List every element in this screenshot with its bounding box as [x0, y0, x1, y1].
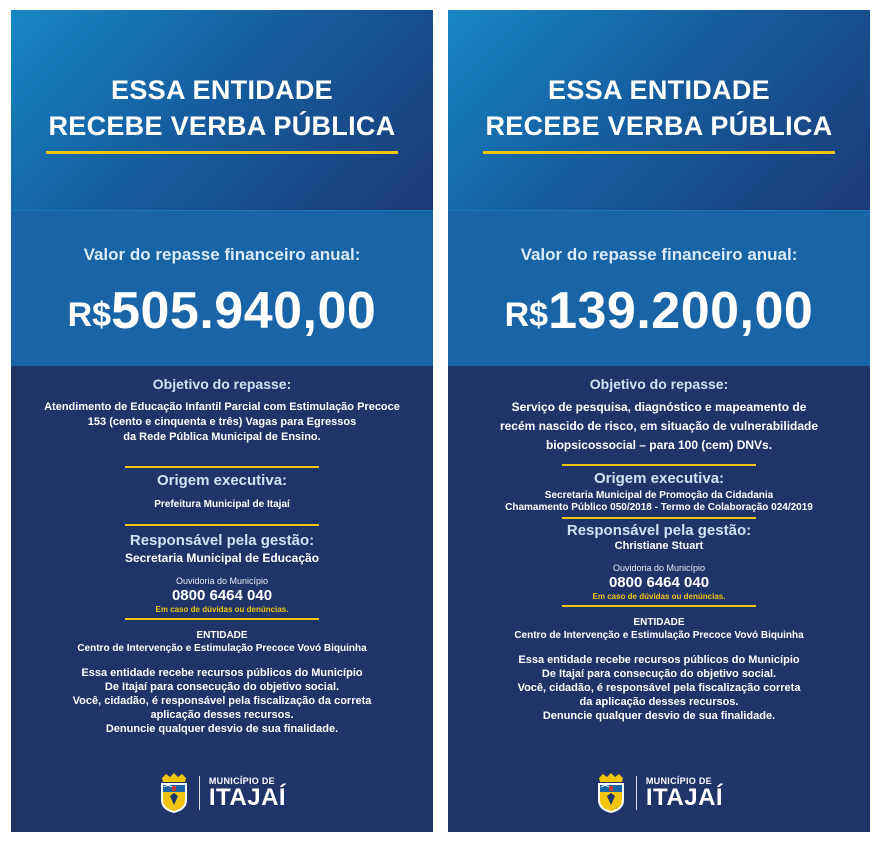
objective-text: [458, 398, 860, 455]
notice-line: De Itajaí para consecução do objetivo social.: [104, 681, 340, 693]
divider: [125, 618, 319, 620]
value-label: Valor do repasse financeiro anual:: [83, 245, 361, 264]
currency-symbol: R$: [504, 296, 549, 334]
origin-line: Secretaria Municipal de Promoção da Cidadania: [544, 490, 774, 501]
poster-title-line2: RECEBE VERBA PÚBLICA: [485, 111, 833, 141]
notice-line: Essa entidade recebe recursos públicos do Município: [81, 667, 363, 679]
amount-number: 505.940,00: [111, 282, 377, 340]
divider: [125, 466, 319, 468]
poster-title-line1: ESSA ENTIDADE: [111, 75, 333, 105]
phone-note: Em caso de dúvidas ou denúncias.: [592, 592, 726, 601]
notice-line: aplicação desses recursos.: [150, 709, 294, 721]
logo-text: [646, 776, 723, 810]
notice-line: Você, cidadão, é responsável pela fiscalização correta: [517, 682, 801, 694]
municipality-logo: [11, 772, 433, 814]
origin-line: Prefeitura Municipal de Itajaí: [154, 499, 290, 510]
divider: [562, 517, 756, 519]
notice-line: da aplicação desses recursos.: [579, 696, 739, 708]
ombudsman-label: Ouvidoria do Município: [612, 563, 706, 573]
title-underline: [483, 151, 835, 154]
logo-top-text: MUNICÍPIO DE: [208, 776, 275, 786]
value-band: [11, 210, 433, 366]
title-underline: [46, 151, 398, 154]
objective-line: da Rede Pública Municipal de Ensino.: [123, 431, 321, 443]
manager-name: Christiane Stuart: [614, 540, 704, 552]
poster-title-line2: RECEBE VERBA PÚBLICA: [48, 111, 396, 141]
logo-top-text: MUNICÍPIO DE: [645, 776, 712, 786]
currency-symbol: R$: [67, 296, 112, 334]
notice-line: De Itajaí para consecução do objetivo social.: [541, 668, 777, 680]
amount-number: 139.200,00: [548, 282, 814, 340]
phone-number: 0800 6464 040: [171, 587, 273, 604]
phone-number: 0800 6464 040: [608, 574, 710, 591]
divider: [562, 605, 756, 607]
poster-header: [448, 10, 870, 210]
entity-name: Centro de Intervenção e Estimulação Precoce Vovó Biquinha: [77, 643, 367, 654]
value-amount: [11, 265, 433, 341]
value-band: [448, 210, 870, 366]
origin-line: Chamamento Público 050/2018 - Termo de Colaboração 024/2019: [505, 502, 813, 513]
coat-of-arms-icon: [158, 772, 190, 814]
poster-right: [448, 10, 870, 832]
divider: [125, 524, 319, 526]
logo-separator: [636, 776, 637, 810]
manager-name: Secretaria Municipal de Educação: [124, 551, 320, 565]
origin-title: Origem executiva:: [156, 472, 288, 489]
logo-text: [209, 776, 286, 810]
poster-title-line1: ESSA ENTIDADE: [548, 75, 770, 105]
notice-line: Denuncie qualquer desvio de sua finalidade.: [105, 723, 339, 735]
municipality-logo: [448, 772, 870, 814]
notice-line: Você, cidadão, é responsável pela fiscalização da correta: [72, 695, 372, 707]
objective-line: recém nascido de risco, em situação de vulnerabilidade: [499, 419, 819, 433]
logo-city-name: ITAJAÍ: [645, 784, 724, 811]
value-amount: [448, 265, 870, 341]
ombudsman-label: Ouvidoria do Município: [175, 576, 269, 586]
phone-note: Em caso de dúvidas ou denúncias.: [155, 605, 289, 614]
logo-separator: [199, 776, 200, 810]
entity-label: ENTIDADE: [633, 617, 685, 628]
entity-name: Centro de Intervenção e Estimulação Precoce Vovó Biquinha: [514, 630, 804, 641]
manager-title: Responsável pela gestão:: [129, 532, 315, 549]
divider: [562, 464, 756, 466]
objective-line: Atendimento de Educação Infantil Parcial com Estimulação Precoce: [44, 401, 400, 413]
coat-of-arms-icon: [595, 772, 627, 814]
logo-city-name: ITAJAÍ: [208, 784, 287, 811]
poster-left: [11, 10, 433, 832]
value-label: Valor do repasse financeiro anual:: [520, 245, 798, 264]
notice-text: [21, 666, 423, 736]
objective-text: [21, 400, 423, 445]
objective-title: Objetivo do repasse:: [152, 376, 292, 392]
poster-body: [448, 366, 870, 723]
objective-line: Serviço de pesquisa, diagnóstico e mapeamento de: [511, 400, 807, 414]
poster-body: [11, 366, 433, 736]
manager-title: Responsável pela gestão:: [566, 522, 752, 539]
notice-line: Essa entidade recebe recursos públicos do Município: [518, 654, 800, 666]
objective-line: 153 (cento e cinquenta e três) Vagas para Egressos: [87, 416, 357, 428]
notice-line: Denuncie qualquer desvio de sua finalidade.: [542, 710, 776, 722]
objective-line: biopsicossocial – para 100 (cem) DNVs.: [545, 438, 773, 452]
entity-label: ENTIDADE: [196, 630, 248, 641]
origin-title: Origem executiva:: [593, 470, 725, 487]
poster-header: [11, 10, 433, 210]
notice-text: [458, 653, 860, 723]
objective-title: Objetivo do repasse:: [589, 376, 729, 392]
